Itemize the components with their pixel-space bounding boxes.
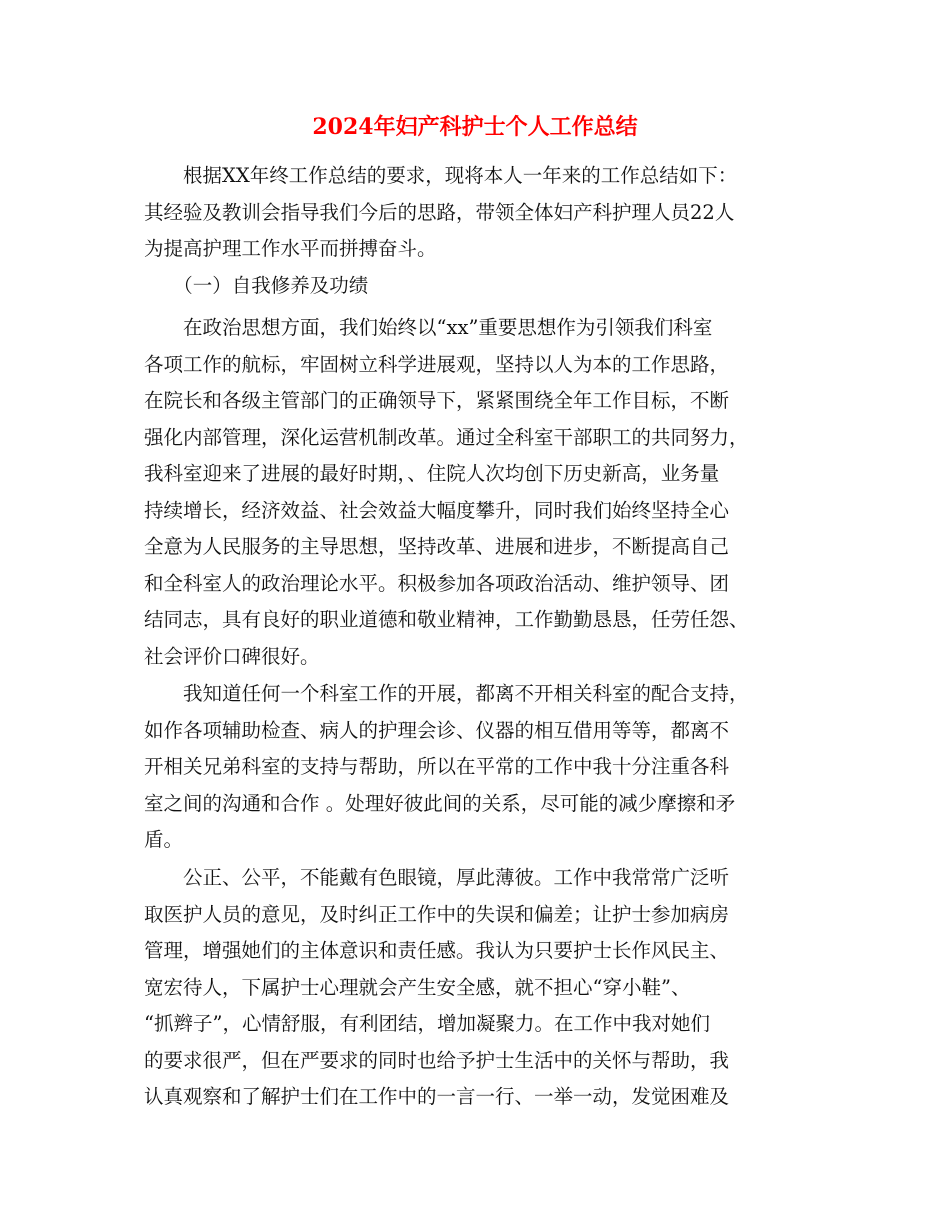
text-line: 在院长和各级主管部门的正确领导下，紧紧围绕全年工作目标，不断 xyxy=(144,389,730,412)
text-line: 盾。 xyxy=(144,828,184,851)
text-line: 其经验及教训会指导我们今后的思路，带领全体妇产科护理人员22人 xyxy=(144,200,735,224)
text-line: 取医护人员的意见，及时纠正工作中的失误和偏差；让护士参加病房 xyxy=(144,902,730,926)
text-line: 和全科室人的政治理论水平。积极参加各项政治活动、维护领导、团 xyxy=(144,571,730,595)
section-heading xyxy=(144,268,814,305)
paragraph-cooperation xyxy=(144,676,814,859)
text-line: 强化内部管理，深化运营机制改革。通过全科室干部职工的共同努力， xyxy=(144,425,749,449)
document-title: 2024年妇产科护士个人工作总结 xyxy=(312,114,638,140)
text-line: 结同志，具有良好的职业道德和敬业精神，工作勤勤恳恳，任劳任怨、 xyxy=(144,608,749,631)
text-line: 社会评价口碑很好。 xyxy=(144,644,320,668)
text-line: 全意为人民服务的主导思想，坚持改革、进展和进步，不断提高自己 xyxy=(144,535,730,558)
text-line: 的要求很严，但在严要求的同时也给予护士生活中的关怀与帮助，我 xyxy=(144,1048,730,1072)
text-line: 在政治思想方面，我们始终以“xx”重要思想作为引领我们科室 xyxy=(144,316,713,339)
text-line: 我知道任何一个科室工作的开展，都离不开相关科室的配合支持， xyxy=(144,682,749,705)
text-line: 持续增长，经济效益、社会效益大幅度攀升，同时我们始终坚持全心 xyxy=(144,498,730,522)
text-line: 宽宏待人，下属护士心理就会产生安全感，就不担心“穿小鞋”、 xyxy=(144,975,691,999)
text-line: 开相关兄弟科室的支持与帮助，所以在平常的工作中我十分注重各科 xyxy=(144,755,730,778)
paragraph-intro xyxy=(144,158,814,268)
paragraph-fairness xyxy=(144,860,814,1116)
text-line: 我科室迎来了进展的最好时期，、住院人次均创下历史新高，业务量 xyxy=(144,462,720,485)
text-line: 根据XX年终工作总结的要求，现将本人一年来的工作总结如下： xyxy=(144,164,738,187)
text-line: （一）自我修养及功绩 xyxy=(144,274,369,297)
text-line: 认真观察和了解护士们在工作中的一言一行、一举一动，发觉困难及 xyxy=(144,1085,730,1108)
text-line: 各项工作的航标，牢固树立科学进展观，坚持以人为本的工作思路， xyxy=(144,352,730,376)
text-line: 管理，增强她们的主体意识和责任感。我认为只要护士长作风民主、 xyxy=(144,939,730,962)
text-line: 为提高护理工作水平而拼搏奋斗。 xyxy=(144,237,437,260)
text-line: 室之间的沟通和合作 。处理好彼此间的关系，尽可能的减少摩擦和矛 xyxy=(144,791,736,815)
text-line: 公正、公平，不能戴有色眼镜，厚此薄彼。工作中我常常广泛听 xyxy=(144,866,730,889)
paragraph-political xyxy=(144,310,814,675)
text-line: 如作各项辅助检查、病人的护理会诊、仪器的相互借用等等，都离不 xyxy=(144,718,730,742)
text-line: “抓辫子”，心情舒服，有利团结，增加凝聚力。在工作中我对她们 xyxy=(144,1012,710,1035)
